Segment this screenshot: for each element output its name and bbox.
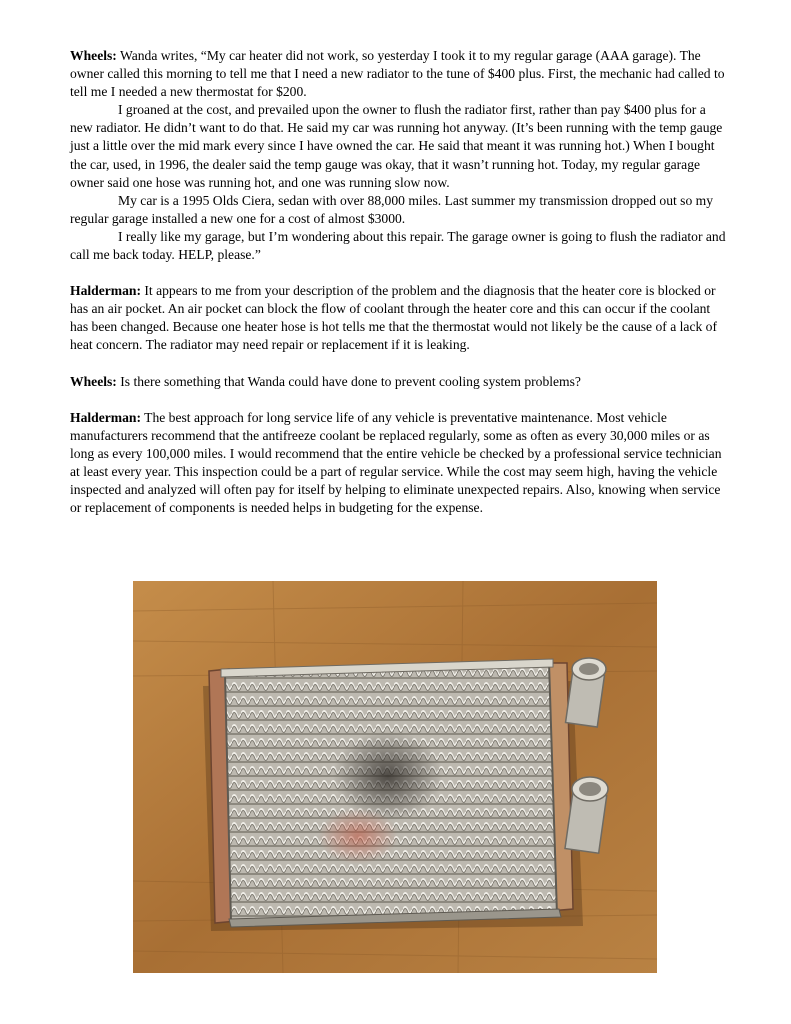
answer-text: It appears to me from your description of the problem and the diagnosis that the heater core is blocked or has an air pocket. An air pocket can block the flow of coolant through the heater core and this can occur if the coolant has been changed. Because one heater hose is hot tells me that the thermostat would not likely be the cause of a lack of heat concern. The radiator may need repair or replacement if it is leaking. bbox=[70, 283, 717, 353]
question-text: Wanda writes, “My car heater did not work, so yesterday I took it to my regular garage (AAA garage). The owner called this morning to tell me that I need a new radiator to the tune of $400 plus. First, the mechanic had called to tell me I needed a new thermostat for $200. bbox=[70, 48, 725, 100]
answer-paragraph bbox=[70, 409, 730, 518]
paragraph-gap bbox=[70, 264, 730, 282]
heater-core-photo bbox=[133, 581, 657, 973]
article-body bbox=[70, 47, 730, 517]
paragraph-gap bbox=[70, 355, 730, 373]
speaker-label: Halderman: bbox=[70, 409, 141, 425]
question-paragraph-2: I groaned at the cost, and prevailed upon the owner to flush the radiator first, rather than pay $400 plus for a new radiator. He didn’t want to do that. He said my car was running hot anyway. (It’s been running with the temp gauge just a little over the mid mark every since I have owned the car. He said that meant it was running hot.) When I bought the car, used, in 1996, the dealer said the temp gauge was okay, that it wasn’t running hot. Today, my regular garage owner said one hose was running hot, and one was running slow now. bbox=[70, 102, 723, 190]
question-text: Is there something that Wanda could have done to prevent cooling system problems? bbox=[116, 373, 581, 389]
speaker-label: Wheels: bbox=[70, 373, 117, 389]
speaker-label: Wheels: bbox=[70, 48, 117, 63]
heater-core-illustration bbox=[133, 581, 657, 973]
answer-paragraph bbox=[70, 282, 730, 354]
question-paragraph-4: I really like my garage, but I’m wondering about this repair. The garage owner is going to flush the radiator and call me back today. HELP, please.” bbox=[70, 228, 726, 263]
paragraph-gap bbox=[70, 391, 730, 409]
question-paragraph-3: My car is a 1995 Olds Ciera, sedan with over 88,000 miles. Last summer my transmission dropped out so my regular garage installed a new one for a cost of almost $3000. bbox=[70, 192, 714, 226]
answer-text: The best approach for long service life of any vehicle is preventative maintenance. Most vehicle manufacturers recommend that the antifreeze coolant be replaced regularly, some as often as every 30,000 miles or as long as every 100,000 miles. I would recommend that the entire vehicle be checked by a professional service technician at least every year. This inspection could be a part of regular service. While the cost may seem high, having the vehicle inspected and analyzed will often pay for itself by helping to eliminate unexpected repairs. Also, knowing when service or replacement of components is needed helps in budgeting for the expense. bbox=[70, 409, 722, 516]
speaker-label: Halderman: bbox=[70, 283, 141, 299]
dark-stain bbox=[333, 731, 443, 821]
question-paragraph bbox=[70, 47, 730, 101]
coolant-stain bbox=[318, 808, 398, 864]
question-paragraph bbox=[70, 373, 730, 391]
